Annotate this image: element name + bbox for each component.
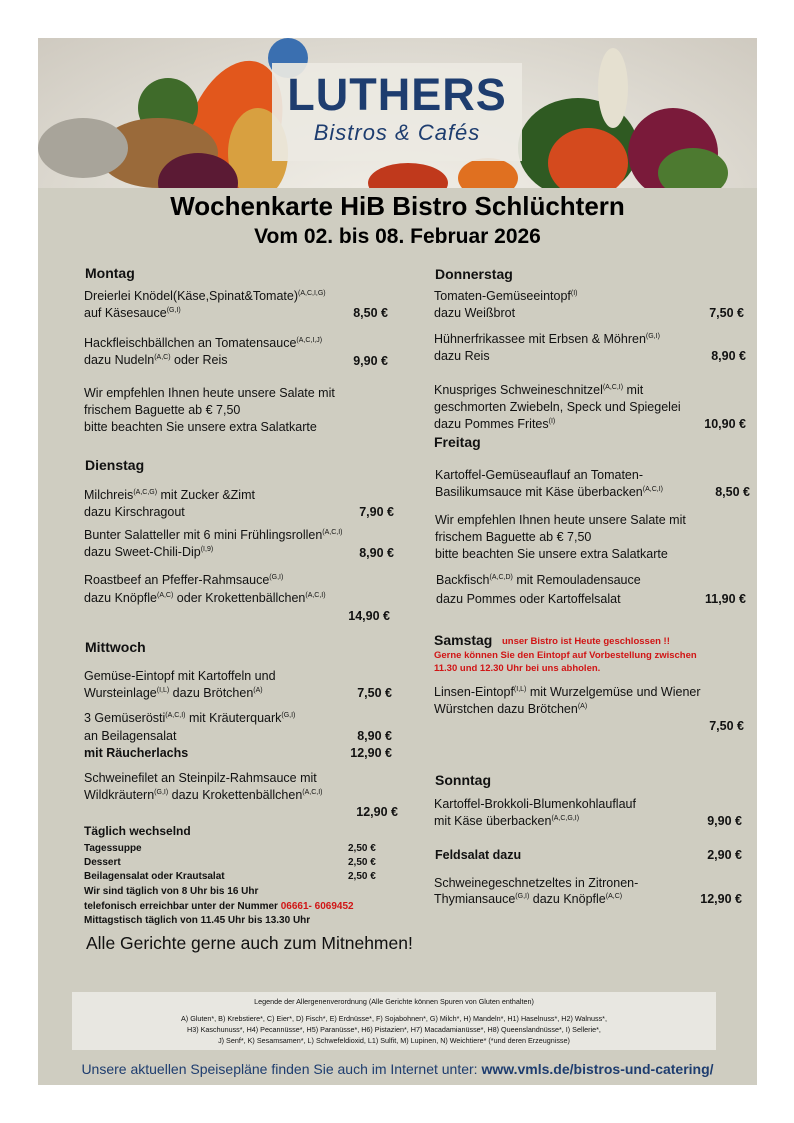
footer-text: Unsere aktuellen Speisepläne finden Sie auch im Internet unter:	[81, 1061, 482, 1077]
dish-line: dazu Knöpfle$^{(A,C)}$ oder Krokettenbällchen$^{(A,C,I)}$	[84, 591, 326, 605]
dish-line: Gemüse-Eintopf mit Kartoffeln und	[84, 669, 276, 683]
dish-line: Linsen-Eintopf$^{(I,L)}$ mit Wurzelgemüse und Wiener	[434, 685, 701, 699]
hero-food-image	[38, 38, 757, 188]
dish-line: Schweinegeschnetzeltes in Zitronen-	[434, 876, 639, 890]
logo-title: LUTHERS	[287, 69, 507, 120]
dish-line: Basilikumsauce mit Käse überbacken$^{(A,C,I)}$	[435, 485, 663, 499]
dish-line: Hackfleischbällchen an Tomatensauce$^{(A,C,I,J)}$	[84, 336, 323, 350]
dish-price: 8,90 €	[359, 546, 394, 560]
dish-line: dazu Pommes oder Kartoffelsalat	[436, 592, 621, 606]
day-samstag: Samstag	[434, 632, 493, 648]
dish-price: 8,90 €	[357, 729, 392, 743]
dish-line: Thymiansauce$^{(G,I)}$ dazu Knöpfle$^{(A,C)}$	[434, 892, 623, 906]
dish-line: mit Räucherlachs	[84, 746, 189, 760]
dish-line: Backfisch$^{(A,C,D)}$ mit Remouladensauce	[436, 573, 641, 587]
dish-line: dazu Pommes Frites$^{(I)}$	[434, 417, 556, 431]
page-title: Wochenkarte HiB Bistro Schlüchtern	[170, 191, 625, 221]
daily-item-label: Beilagensalat oder Krautsalat	[84, 871, 225, 882]
dish-line: geschmorten Zwiebeln, Speck und Spiegelei	[434, 400, 681, 414]
footer	[38, 1061, 757, 1077]
dish-price: 12,90 €	[350, 746, 392, 760]
dish-line: Hühnerfrikassee mit Erbsen & Möhren$^{(G,I)}$	[434, 332, 660, 346]
dish-line: dazu Weißbrot	[434, 306, 516, 320]
day-dienstag: Dienstag	[85, 457, 145, 473]
dish-line: Bunter Salatteller mit 6 mini Frühlingsrollen$^{(A,C,I)}$	[84, 528, 343, 542]
daily-item-price: 2,50 €	[348, 871, 376, 882]
dish-line: Roastbeef an Pfeffer-Rahmsauce$^{(G,I)}$	[84, 573, 284, 587]
dish-line: Dreierlei Knödel(Käse,Spinat&Tomate)$^{(A,C,I,G)}$	[84, 289, 326, 303]
dish-price: 9,90 €	[707, 814, 742, 828]
daily-item-price: 2,50 €	[348, 857, 376, 868]
dish-price: 14,90 €	[348, 609, 390, 623]
allergen-title: Legende der Allergenenverordnung (Alle Gerichte können Spuren von Gluten enthalten)	[254, 997, 534, 1006]
dish-line: an Beilagensalat	[84, 729, 177, 743]
dish-price: 8,50 €	[715, 485, 750, 499]
dish-price: 12,90 €	[356, 805, 398, 819]
dish-price: 7,50 €	[357, 686, 392, 700]
dish-line: 3 Gemüserösti$^{(A,C,I)}$ mit Kräuterquark$^{(G,I)}$	[84, 711, 296, 725]
dish-line: dazu Sweet-Chili-Dip$^{(I,9)}$	[84, 545, 214, 559]
daily-item-price: 2,50 €	[348, 843, 376, 854]
salad-note: frischem Baguette ab € 7,50	[84, 403, 241, 417]
day-freitag: Freitag	[434, 434, 481, 450]
day-sonntag: Sonntag	[435, 772, 491, 788]
footer-link[interactable]: www.vmls.de/bistros-und-catering/	[481, 1061, 714, 1077]
day-mittwoch: Mittwoch	[85, 639, 146, 655]
dish-line: Milchreis$^{(A,C,G)}$ mit Zucker &Zimt	[84, 488, 255, 502]
closed-note: unser Bistro ist Heute geschlossen !!	[502, 636, 670, 647]
dish-price: 12,90 €	[700, 892, 742, 906]
dish-price: 10,90 €	[704, 417, 746, 431]
dish-price: 11,90 €	[704, 592, 746, 606]
phone-line: telefonisch erreichbar unter der Nummer 06661- 6069452	[84, 901, 354, 912]
daily-item-label: Tagessuppe	[84, 843, 142, 854]
salad-note: Wir empfehlen Ihnen heute unsere Salate mit	[84, 386, 335, 400]
takeaway-note: Alle Gerichte gerne auch zum Mitnehmen!	[86, 933, 413, 953]
dish-line: Wildkräutern$^{(G,I)}$ dazu Krokettenbällchen$^{(A,C,I)}$	[84, 788, 323, 802]
dish-line: dazu Kirschragout	[84, 505, 185, 519]
period: Vom 02. bis 08. Februar 2026	[254, 225, 541, 248]
allergen-line: H3) Kaschunuss*, H4) Pecannüsse*, H5) Paranüsse*, H6) Pistazien*, H7) Macadamianüsse*, H8) Queenslandnüsse*, I) Sellerie*,	[187, 1025, 601, 1034]
dish-line: auf Käsesauce$^{(G,I)}$	[84, 306, 181, 320]
closed-note: Gerne können Sie den Eintopf auf Vorbestellung zwischen	[434, 650, 697, 661]
dish-line: Kartoffel-Gemüseauflauf an Tomaten-	[435, 468, 643, 482]
phone-number[interactable]: 06661- 6069452	[280, 901, 354, 912]
allergen-line: A) Gluten*, B) Krebstiere*, C) Eier*, D) Fisch*, E) Erdnüsse*, F) Sojabohnen*, G) Milch*, H) Mandeln*, H1) Haselnuss*, H2) Walnuss*,	[181, 1014, 607, 1023]
dish-line: Tomaten-Gemüseeintopf$^{(I)}$	[434, 289, 578, 303]
salad-note: bitte beachten Sie unsere extra Salatkarte	[435, 547, 668, 561]
logo-subtitle: Bistros & Cafés	[313, 120, 481, 145]
lunch-hours: Mittagstisch täglich von 11.45 Uhr bis 13.30 Uhr	[84, 915, 311, 926]
salad-note: Wir empfehlen Ihnen heute unsere Salate mit	[435, 513, 686, 527]
dish-line: Knuspriges Schweineschnitzel$^{(A,C,I)}$ mit	[434, 383, 644, 397]
dish-price: 7,50 €	[709, 719, 744, 733]
dish-price: 8,50 €	[353, 306, 388, 320]
dish-price: 2,90 €	[707, 848, 742, 862]
opening-hours: Wir sind täglich von 8 Uhr bis 16 Uhr	[84, 886, 259, 897]
menu-sheet	[38, 38, 757, 1085]
dish-price: 7,50 €	[709, 306, 744, 320]
dish-line: Kartoffel-Brokkoli-Blumenkohlauflauf	[434, 797, 636, 811]
allergen-line: J) Senf*, K) Sesamsamen*, L) Schwefeldioxid, L1) Sulfit, M) Lupinen, N) Weichtiere* (*und deren Erzeugnisse)	[218, 1036, 570, 1045]
day-donnerstag: Donnerstag	[435, 266, 513, 282]
dish-line: mit Käse überbacken$^{(A,C,G,I)}$	[434, 814, 580, 828]
dish-line: dazu Reis	[434, 349, 490, 363]
dish-price: 9,90 €	[353, 354, 388, 368]
dish-line: Schweinefilet an Steinpilz-Rahmsauce mit	[84, 771, 317, 785]
daily-title: Täglich wechselnd	[84, 824, 191, 838]
closed-note: 11.30 und 12.30 Uhr bei uns abholen.	[434, 663, 601, 674]
dish-line: Würstchen dazu Brötchen$^{(A)}$	[434, 702, 588, 716]
day-montag: Montag	[85, 265, 135, 281]
salad-note: frischem Baguette ab € 7,50	[435, 530, 592, 544]
daily-item-label: Dessert	[84, 857, 121, 868]
allergen-legend	[72, 992, 716, 1050]
dish-line: Feldsalat dazu	[435, 848, 522, 862]
salad-note: bitte beachten Sie unsere extra Salatkarte	[84, 420, 317, 434]
dish-price: 7,90 €	[359, 505, 394, 519]
dish-price: 8,90 €	[711, 349, 746, 363]
dish-line: dazu Nudeln$^{(A,C)}$ oder Reis	[84, 353, 228, 367]
dish-line: Wursteinlage$^{(I,L)}$ dazu Brötchen$^{(A)}$	[84, 686, 263, 700]
logo	[272, 63, 522, 161]
